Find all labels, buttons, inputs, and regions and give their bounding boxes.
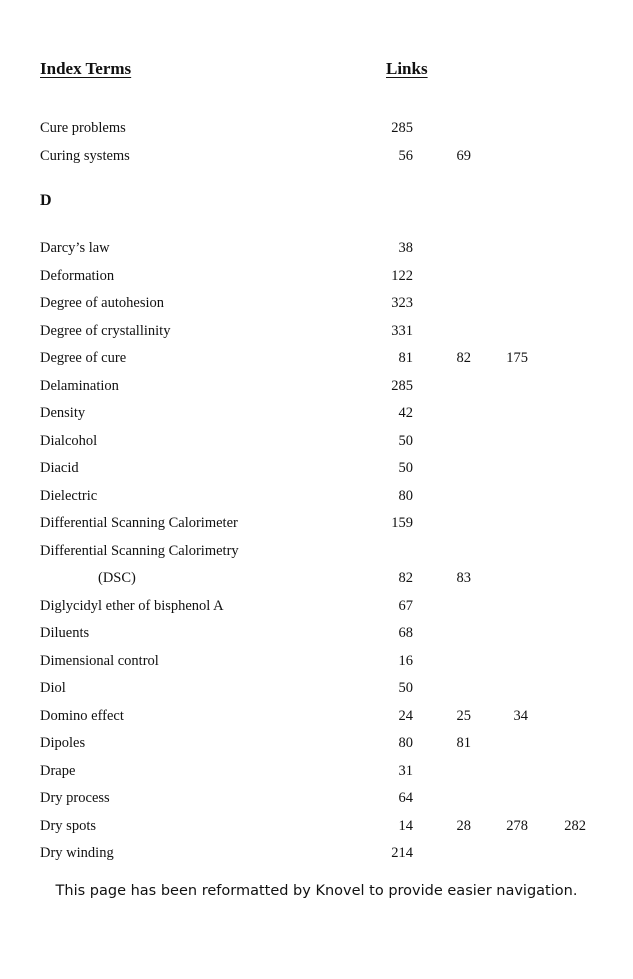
page-link[interactable]: 25 bbox=[456, 707, 471, 724]
index-term: Darcy’s law bbox=[40, 240, 110, 256]
page-link[interactable]: 16 bbox=[398, 652, 413, 669]
index-term: Degree of autohesion bbox=[40, 295, 165, 311]
index-term: Drape bbox=[40, 762, 76, 779]
page-link[interactable]: 83 bbox=[456, 570, 471, 586]
page-link[interactable]: 81 bbox=[456, 735, 471, 751]
index-entry bbox=[40, 540, 620, 562]
index-term: Degree of cure bbox=[40, 350, 127, 366]
index-entry bbox=[40, 815, 620, 837]
page-link[interactable]: 50 bbox=[398, 460, 413, 476]
index-term: Diglycidyl ether of bisphenol A bbox=[40, 597, 224, 614]
index-term: Dielectric bbox=[40, 487, 98, 504]
page-link[interactable]: 80 bbox=[398, 487, 413, 504]
page-link[interactable]: 82 bbox=[398, 570, 413, 586]
page-link[interactable]: 50 bbox=[398, 680, 413, 696]
index-entry bbox=[40, 430, 620, 452]
index-entry bbox=[40, 567, 620, 589]
page-link[interactable]: 159 bbox=[391, 515, 413, 531]
index-term: Dialcohol bbox=[40, 432, 98, 449]
page-link[interactable]: 24 bbox=[398, 707, 413, 724]
page-link[interactable]: 331 bbox=[391, 322, 413, 339]
index-term: Diol bbox=[40, 680, 66, 696]
index-term: Cure problems bbox=[40, 120, 126, 136]
index-term: Dry winding bbox=[40, 845, 114, 861]
page-link[interactable]: 278 bbox=[506, 817, 528, 834]
page-link[interactable]: 14 bbox=[398, 817, 413, 834]
index-entry bbox=[40, 760, 620, 782]
page-link[interactable]: 42 bbox=[398, 405, 413, 421]
page-link[interactable]: 80 bbox=[398, 735, 413, 751]
index-entry bbox=[40, 650, 620, 672]
page-link[interactable]: 82 bbox=[456, 350, 471, 366]
page-link[interactable]: 28 bbox=[456, 817, 471, 834]
index-term: Deformation bbox=[40, 267, 115, 284]
page-link[interactable]: 38 bbox=[398, 240, 413, 256]
index-entry bbox=[40, 457, 620, 479]
index-entry bbox=[40, 237, 620, 259]
index-entry bbox=[40, 265, 620, 287]
page-link[interactable]: 122 bbox=[391, 267, 413, 284]
index-entry bbox=[40, 595, 620, 617]
page-link[interactable]: 214 bbox=[391, 845, 413, 861]
page-link[interactable]: 68 bbox=[398, 625, 413, 641]
index-term: Differential Scanning Calorimetry bbox=[40, 542, 239, 559]
page-link[interactable]: 67 bbox=[398, 597, 413, 614]
page-link[interactable]: 285 bbox=[391, 377, 413, 394]
page-link[interactable]: 69 bbox=[456, 147, 471, 164]
index-entry bbox=[40, 402, 620, 424]
index-term: Dimensional control bbox=[40, 652, 159, 669]
index-entry bbox=[40, 787, 620, 809]
index-entry bbox=[40, 732, 620, 754]
index-entry bbox=[40, 705, 620, 727]
index-entry bbox=[40, 117, 620, 139]
index-term: Dry process bbox=[40, 790, 110, 806]
index-entry bbox=[40, 842, 620, 864]
index-entry bbox=[40, 485, 620, 507]
index-term: Dry spots bbox=[40, 817, 96, 834]
knovel-footer-note: This page has been reformatted by Knovel to provide easier navigation. bbox=[55, 883, 578, 899]
index-entry bbox=[40, 677, 620, 699]
page-link[interactable]: 323 bbox=[391, 295, 413, 311]
section-letter: D bbox=[40, 192, 52, 209]
index-term: Degree of crystallinity bbox=[40, 322, 171, 339]
index-terms-heading: Index Terms bbox=[40, 59, 132, 78]
index-entry bbox=[40, 512, 620, 534]
index-entry bbox=[40, 320, 620, 342]
index-term: (DSC) bbox=[98, 570, 136, 586]
page-link[interactable]: 56 bbox=[398, 147, 413, 164]
index-term: Curing systems bbox=[40, 147, 130, 164]
page-link[interactable]: 175 bbox=[506, 350, 528, 366]
page-link[interactable]: 282 bbox=[564, 817, 586, 834]
page-link[interactable]: 50 bbox=[398, 432, 413, 449]
index-term: Diacid bbox=[40, 460, 79, 476]
page-link[interactable]: 34 bbox=[513, 707, 528, 724]
page-link[interactable]: 81 bbox=[398, 350, 413, 366]
index-term: Differential Scanning Calorimeter bbox=[40, 515, 238, 531]
index-entry bbox=[40, 622, 620, 644]
index-entry bbox=[40, 292, 620, 314]
index-term: Density bbox=[40, 405, 86, 421]
index-term: Domino effect bbox=[40, 707, 124, 724]
page-link[interactable]: 31 bbox=[398, 762, 413, 779]
page-link[interactable]: 285 bbox=[391, 120, 413, 136]
index-entry bbox=[40, 347, 620, 369]
links-heading: Links bbox=[386, 59, 428, 78]
index-entry bbox=[40, 145, 620, 167]
index-term: Diluents bbox=[40, 625, 90, 641]
index-entry bbox=[40, 375, 620, 397]
index-term: Delamination bbox=[40, 377, 119, 394]
page-link[interactable]: 64 bbox=[398, 790, 413, 806]
index-term: Dipoles bbox=[40, 735, 86, 751]
